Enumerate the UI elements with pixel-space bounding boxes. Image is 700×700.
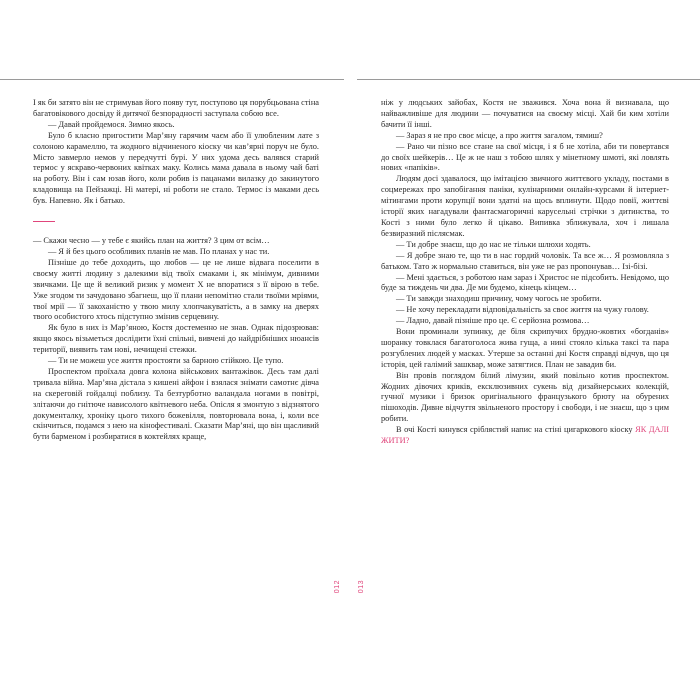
paragraph: — Ладно, давай пізніше про це. Є серйозна розмова…: [396, 316, 590, 326]
paragraph: — Ти не можеш усе життя простояти за барною стійкою. Це тупо.: [48, 356, 284, 366]
paragraph: — Не хочу перекладати відповідальність за своє життя на чужу голову.: [396, 305, 649, 315]
paragraph: Проспектом проїхала довга колона військових вантажівок. Десь там далі тривала війна. Мар’яна дістала з кишені айфон і взялася знімати самотнє дівча на скереговій гойдалці поблизу. Та безтурботно валандала ногами в повітрі, злітаючи до гнітюче нависолого квітневого неба. Опісля я змонтую з відзнятого документалку, хроніку цього тихого божевілля, повторювала вона, і, коли все скінчиться, подамся з нею на кінофестивалі. Сказати Мар’яні, що він щасливий бути барменом і розбиратися в коктейлях краще,: [33, 366, 319, 442]
paragraph: — Зараз я не про своє місце, а про життя загалом, тямиш?: [396, 130, 603, 140]
top-rule-right: [357, 79, 700, 80]
paragraph: — Давай пройдемося. Зимно якось.: [48, 119, 175, 129]
paragraph: — Мені здається, з роботою нам зараз і Христос не підсобить. Невідомо, що буде за тиждень чи два. Де ми будемо, кінець кінцем…: [381, 272, 669, 293]
paragraph: — Рано чи пізно все стане на свої місця, і я б не хотіла, аби ти повертався до своїх шейкерів… Це ж не наш з тобою шлях у мінетному шмоті, які ловлять нових «папіків».: [381, 141, 669, 173]
top-rule-left: [0, 79, 344, 80]
paragraph: ніж у людських зайобах, Костя не зважився. Хоча вона й визнавала, що найважливіше для людини — почуватися на своєму місці. Хай би ким хотіли бачити її інші.: [381, 98, 669, 129]
left-page: [33, 98, 319, 443]
paragraph: — Ти завжди знаходиш причину, чому чогось не зробити.: [396, 294, 602, 304]
paragraph: І як би затято він не стримував його появу тут, поступово ця порубцьована стіна багатовікового досвіду й дитячої безпорадності заступала собою все.: [33, 98, 319, 118]
paragraph: Було б класно пригостити Мар’яну гарячим чаєм або її улюбленим лате з солоною карамеллю, та жодного відчиненого кіоску чи кав’ярні поруч не було. Місто завмерло немов у передчутті бурі. У них удома десь валявся старий термос у яскраво-червоних квітках маку. Колись мама давала в ньому чай баті на роботу. Він і сам юзав його, коли робив із пацанами вилазку до закинутого кладовища на Пейзажці. Ні матері, ні роботи не стало. Термос із маками десь був. Напевно. Як і батько.: [33, 130, 319, 206]
paragraph: Він провів поглядом білий лімузин, який повільно котив проспектом. Жодних дівочих криків, ексклюзивних сукень від дизайнерських колекцій, гучної музики і бризок оригінального французького брюту на обурених пішоходів. Дивне відчуття звільненого простору і свободи, і не знаєш, що з цим робити.: [381, 370, 669, 424]
closing-paragraph: [381, 425, 669, 447]
paragraph: Людям досі здавалося, що імітацією звичного життєвого укладу, постами в соцмережах про запобігання паніки, кулінарними онлайн-курсами й інтернет-мітингами проти корупції вони здатні на щось вплинути. Щодо повії, життєві історії яких нагадували фантасмагоричні карусельні стрічки з дитинства, то Кості з ними було легко й цікаво. Випивка зближувала, хоч і лишала безвиразний післясмак.: [381, 174, 669, 238]
paragraph: Пізніше до тебе доходить, що любов — це не лише відвага поселити в своєму житті людину з далекими від твоїх смаками і, як мінімум, дивними звичками. Це ще й великий ризик у момент Х не впоратися з її вірою в тебе. Уже згодом ти зачудовано збагнеш, що її плани непомітно стали твоїми мріями, твої мрії — її закоханістю у твою милу хлопчакуватість, а в замку на дверях твого особистого хтось підступно змінив серцевину.: [33, 257, 319, 322]
paragraph: — Я й без цього особливих планів не мав. По планах у нас ти.: [48, 246, 270, 256]
paragraph: Вони проминали зупинку, де біля скрипучих брудно-жовтих «богданів» шоранку товклася багатоголоса жива гуща, а нині стояло кілька таксі та пара розгублених людей у масках. Утерше за останні дні Костя справді відчув, що ця історія, цей галімий зашквар, може затягтися. План не завадив би.: [381, 327, 669, 369]
page-number-left: 012: [334, 580, 341, 594]
paragraph: — Ти добре знаєш, що до нас не тільки шлюхи ходять.: [396, 239, 591, 249]
right-page: [381, 98, 669, 447]
page-number-right: 013: [358, 580, 365, 594]
section-divider: [33, 221, 55, 222]
paragraph: — Я добре знаю те, що ти в нас гордий чоловік. Та все ж… Я розмовляла з батьком. Тато ж нормально ставиться, він уже не раз пропонував… Ізі-бізі.: [381, 250, 669, 271]
paragraph-text: В очі Кості кинувся сріблястий напис на стіні цигаркового кіоску: [396, 425, 633, 435]
paragraph: Як було в них із Мар’яною, Костя достеменно не знав. Однак підозрював: якщо якось візьметься дослідити їхні спільні, вивчені до найдрібніших нюансів території, виявить там нові, нечищені стежки.: [33, 323, 319, 355]
paragraph: — Скажи чесно — у тебе є якийсь план на життя? З цим от всім…: [33, 236, 270, 246]
highlight-phrase: ЯК ДАЛІ ЖИТИ?: [381, 425, 670, 446]
